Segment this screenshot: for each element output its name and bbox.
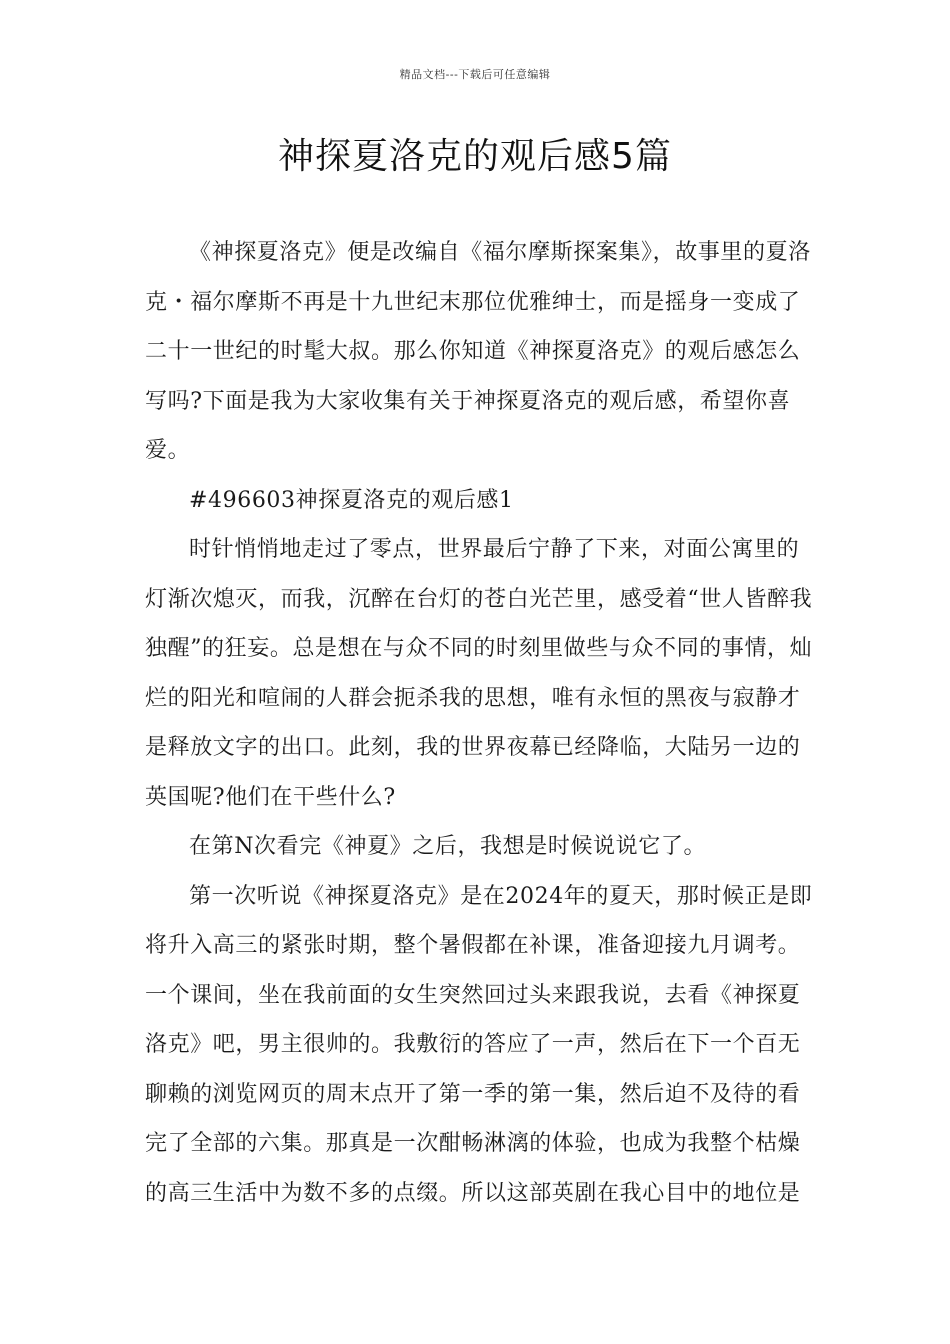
intro-paragraph: 《神探夏洛克》便是改编自《福尔摩斯探案集》，故事里的夏洛克・福尔摩斯不再是十九世纪末那位优雅绅士，而是摇身一变成了二十一世纪的时髦大叔。那么你知道《神探夏洛克》的观后感怎么写吗?下面是我为大家收集有关于神探夏洛克的观后感，希望你喜爱。 [145,240,811,463]
document-title: 神探夏洛克的观后感5篇 [278,136,672,177]
body-paragraph: 第一次听说《神探夏洛克》是在2024年的夏天，那时候正是即将升入高三的紧张时期，整个暑假都在补课，准备迎接九月调考。一个课间，坐在我前面的女生突然回过头来跟我说，去看《神探夏洛克》吧，男主很帅的。我敷衍的答应了一声，然后在下一个百无聊赖的浏览网页的周末点开了第一季的第一集，然后迫不及待的看完了全部的六集。那真是一次酣畅淋漓的体验，也成为我整个枯燥的高三生活中为数不多的点缀。所以这部英剧在我心目中的地位是 [145,883,813,1206]
header-note: 精品文档---下载后可任意编辑 [399,68,551,81]
section-heading: #496603神探夏洛克的观后感1 [189,487,514,513]
body-paragraph: 在第N次看完《神夏》之后，我想是时候说说它了。 [189,834,707,859]
body-paragraph: 时针悄悄地走过了零点，世界最后宁静了下来，对面公寓里的灯渐次熄灭，而我，沉醉在台灯的苍白光芒里，感受着“世人皆醉我独醒”的狂妄。总是想在与众不同的时刻里做些与众不同的事情，灿烂的阳光和喧闹的人群会扼杀我的思想，唯有永恒的黑夜与寂静才是释放文字的出口。此刻，我的世界夜幕已经降临，大陆另一边的英国呢?他们在干些什么? [145,537,813,810]
document-body [145,228,821,1218]
